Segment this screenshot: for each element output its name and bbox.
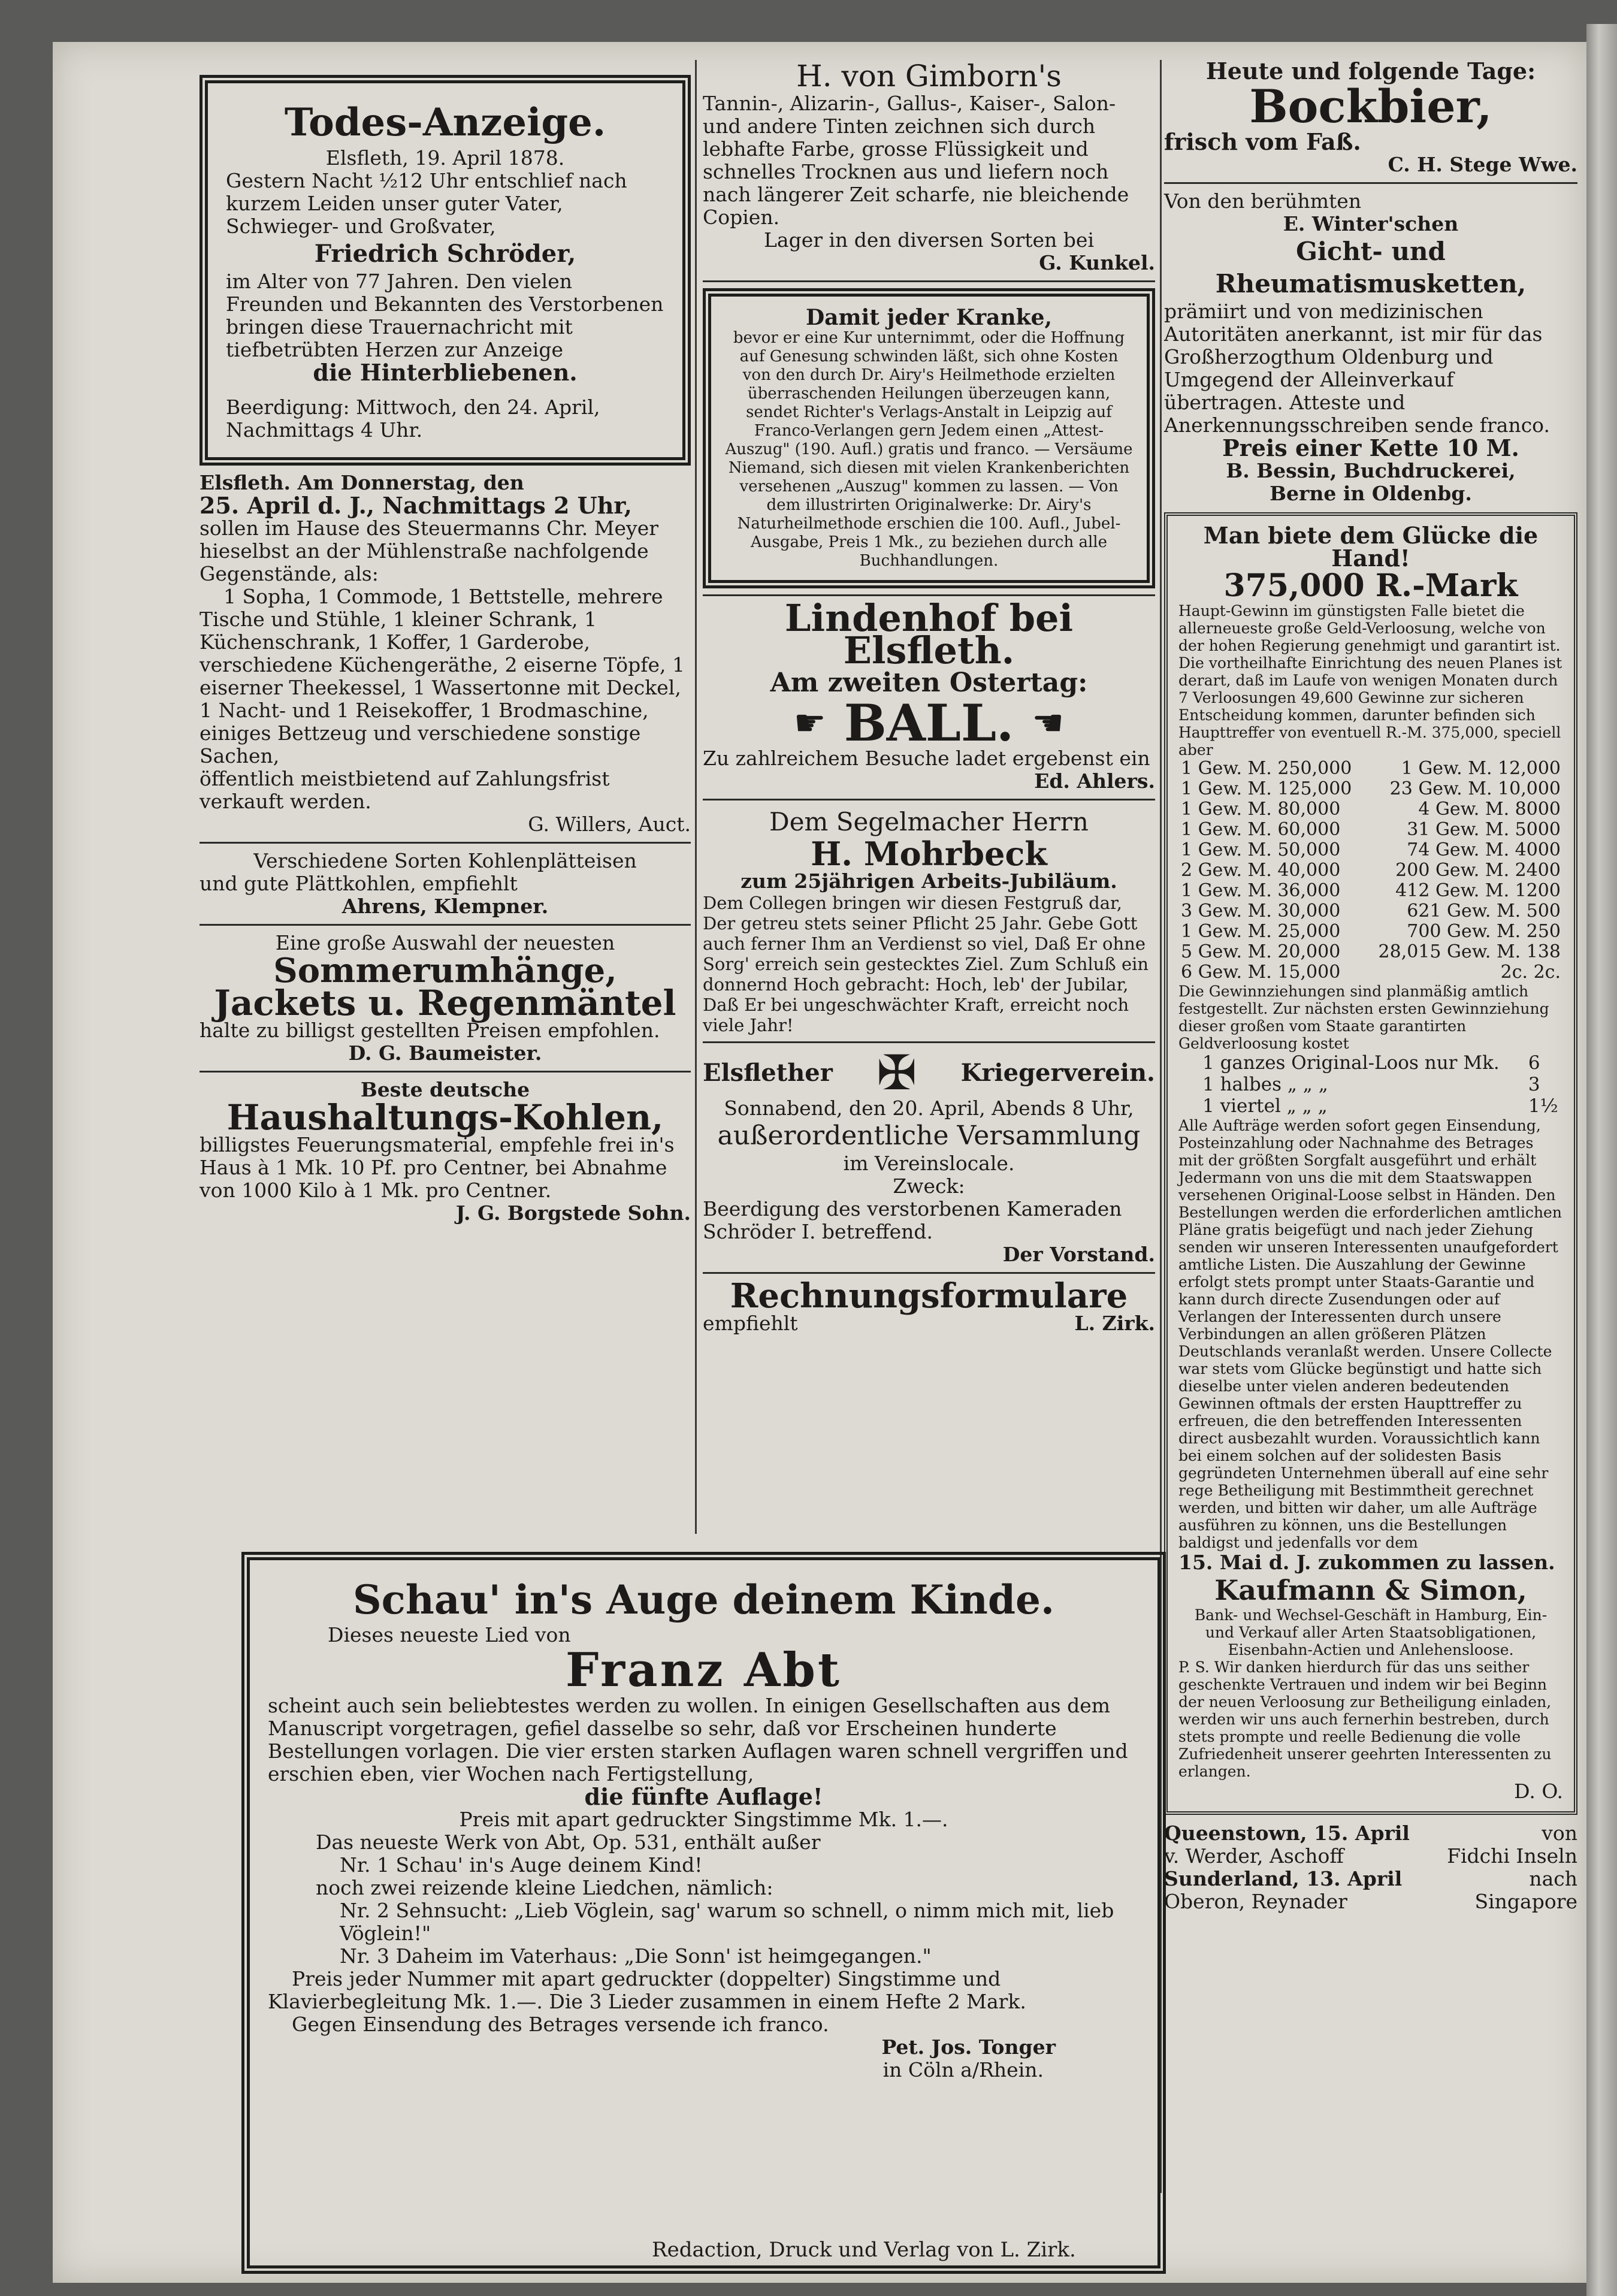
abt-price: Preis mit apart gedruckter Singstimme Mk. 1.—. <box>459 1808 948 1831</box>
divider <box>1164 182 1577 184</box>
sailmaker-name: H. Mohrbeck <box>811 835 1047 873</box>
veterans-ad <box>703 1045 1155 1266</box>
prize-row <box>1178 799 1563 820</box>
prize-cell: 31 Gew. M. 5000 <box>1407 819 1561 840</box>
lottery-ad <box>1164 512 1577 1815</box>
lottery-text-1: Haupt-Gewinn im günstigsten Falle bietet die allerneueste große Geld-Verloosung, welche von der hohen Regierung genehmigt und garantirt ist. Die vortheilhafte Einrichtung des neuen Planes ist derart, daß im Laufe von wenigen Monaten durch 7 Verloosungen 49,600 Gewinne zur sicheren Entscheidung kommen, darunter befinden sich Haupttreffer von eventuell R.-M. 375,000, speciell aber <box>1178 602 1562 759</box>
column-3 <box>1164 60 1577 1913</box>
ticket-price-cell: 1 halbes „ „ „ <box>1202 1074 1328 1095</box>
gout-chain-ad <box>1164 190 1577 505</box>
ship-row <box>1164 1822 1577 1845</box>
ink-signature: G. Kunkel. <box>1039 251 1155 274</box>
pointing-hand-right-icon: ☛ <box>793 702 826 744</box>
death-notice <box>200 75 691 466</box>
prize-row <box>1178 942 1563 962</box>
ship-1a: Queenstown, 15. April <box>1164 1821 1410 1845</box>
ship-3b: nach <box>1529 1867 1577 1890</box>
bock-signature: C. H. Stege Wwe. <box>1388 153 1577 176</box>
coal-line-1: Beste deutsche <box>360 1078 530 1101</box>
forms-ad <box>703 1276 1155 1335</box>
bockbier-ad <box>1164 60 1577 176</box>
coal-title: Haushaltungs-Kohlen, <box>226 1097 664 1138</box>
lindenhof-sub: Am zweiten Ostertag: <box>770 667 1088 698</box>
lottery-dd: D. O. <box>1514 1780 1563 1803</box>
irons-line-1: Verschiedene Sorten Kohlenplätteisen <box>253 849 637 872</box>
ticket-price-cell: 1 viertel „ „ „ <box>1202 1095 1328 1117</box>
veterans-right: Kriegerverein. <box>960 1059 1155 1087</box>
gout-text: prämiirt und von medizinischen Autoritäten anerkannt, ist mir für das Großherzogthum Oldenburg und Umgegend der Alleinverkauf übertragen. Atteste und Anerkennungsschreiben sende franco. <box>1164 300 1550 437</box>
prize-cell: 5 Gew. M. 20,000 <box>1181 941 1341 962</box>
imprint-footer: Redaction, Druck und Verlag von L. Zirk. <box>652 2238 1076 2262</box>
ship-row <box>1164 1868 1577 1890</box>
airy-text: bevor er eine Kur unternimmt, oder die Hoffnung auf Genesung schwinden läßt, sich ohne Kosten von den durch Dr. Airy's Heilmethode erzielten überraschenden Heilungen überzeugen kann, sendet Richter's Verlags-Anstalt in Leipzig auf Franco-Verlangen gern Jedem einen „Attest-Auszug" (190. Aufl.) gratis und franco. — Versäume Niemand, sich diesen mit vielen Krankenberichten versehenen „Auszug" kommen zu lassen. — Von dem illustrirten Originalwerke: Dr. Airy's Naturheilmethode erschien die 100. Aufl., Jubel-Ausgabe, Preis 1 Mk., zu beziehen durch alle Buchhandlungen. <box>725 329 1133 570</box>
abt-l2: Nr. 1 Schau' in's Auge deinem Kind! <box>340 1853 703 1877</box>
divider <box>200 1071 691 1073</box>
lottery-amount: 375,000 R.-Mark <box>1223 567 1518 604</box>
veterans-signature: Der Vorstand. <box>1002 1243 1155 1266</box>
gout-signature-2: Berne in Oldenbg. <box>1270 482 1472 505</box>
forms-left: empfiehlt <box>703 1312 798 1335</box>
prize-cell: 74 Gew. M. 4000 <box>1407 839 1561 860</box>
abt-name: Franz Abt <box>566 1643 842 1697</box>
death-notice-title: Todes-Anzeige. <box>284 100 606 145</box>
prize-cell: 3 Gew. M. 30,000 <box>1181 901 1341 922</box>
shipping-news <box>1164 1822 1577 1913</box>
veterans-zweck: Zweck: <box>893 1174 965 1198</box>
prize-cell: 4 Gew. M. 8000 <box>1418 799 1561 820</box>
bock-line-2: frisch vom Faß. <box>1164 128 1361 155</box>
household-coal-ad <box>200 1078 691 1225</box>
ship-row <box>1164 1890 1577 1913</box>
divider <box>200 842 691 844</box>
lindenhof-signature: Ed. Ahlers. <box>1034 769 1155 793</box>
ticket-price-cell: 3 <box>1528 1074 1540 1095</box>
death-notice-text-2: im Alter von 77 Jahren. Den vielen Freunden und Bekannten des Verstorbenen bringen diese Trauernachricht mit tiefbetrübten Herzen zur Anzeige <box>226 270 664 361</box>
ball-banner <box>703 693 1155 753</box>
abt-l6: Preis jeder Nummer mit apart gedruckter (doppelter) Singstimme und Klavierbegleitung Mk. 1.—. Die 3 Lieder zusammen in einem Hefte 2 Mark. <box>268 1967 1026 2013</box>
summer-signature: D. G. Baumeister. <box>348 1041 542 1065</box>
auction-notice <box>200 472 691 836</box>
prize-row <box>1178 779 1563 799</box>
veterans-left: Elsflether <box>703 1059 833 1087</box>
bock-line-1: Heute und folgende Tage: <box>1205 58 1536 84</box>
abt-place: in Cöln a/Rhein. <box>882 2058 1044 2081</box>
prize-row <box>1178 820 1563 840</box>
lindenhof-text: Zu zahlreichem Besuche ladet ergebenst ein <box>703 747 1150 770</box>
ship-3a: Sunderland, 13. April <box>1164 1867 1403 1890</box>
auction-text-2: öffentlich meistbietend auf Zahlungsfrist verkauft werden. <box>200 767 610 813</box>
iron-cross-icon: ✠ <box>876 1045 917 1101</box>
auction-text: sollen im Hause des Steuermanns Chr. Meyer hieselbst an der Mühlenstraße nachfolgende Gegenstände, als: <box>200 516 659 585</box>
newspaper-page <box>53 42 1586 2283</box>
veterans-header <box>703 1045 1155 1101</box>
ticket-price-cell: 6 <box>1528 1052 1540 1074</box>
deceased-name: Friedrich Schröder, <box>314 240 576 268</box>
prize-cell: 1 Gew. M. 50,000 <box>1181 839 1341 860</box>
auction-signature: G. Willers, Auct. <box>528 812 691 836</box>
summer-coats-ad <box>200 932 691 1065</box>
lottery-text-3: Alle Aufträge werden sofort gegen Einsendung, Posteinzahlung oder Nachnahme des Betrages mit der größten Sorgfalt ausgeführt und erhält Jedermann von uns die mit dem Staatswappen versehenen Original-Loose selbst in Händen. Den Bestellungen werden die erforderlichen amtlichen Pläne gratis beigefügt und nach jeder Ziehung senden wir unseren Interessenten unaufgefordert amtliche Listen. Die Auszahlung der Gewinne erfolgt stets prompt unter Staats-Garantie und kann durch directe Zusendungen oder auf Verlangen der Interessenten durch unsere Verbindungen an allen größeren Plätzen Deutschlands veranlaßt werden. Unsere Collecte war stets vom Glücke begünstigt und hatte sich dieselbe unter vielen anderen bedeutenden Gewinnen oftmals der ersten Haupttreffer zu erfreuen, die den betreffenden Interessenten direct ausbezahlt wurden. Voraussichtlich kann bei einem solchen auf der solidesten Basis gegründeten Unternehmen überall auf eine sehr rege Betheiligung mit Bestimmtheit gerechnet werden, und bitten wir daher, um alle Aufträge ausführen zu können, uns die Bestellungen baldigst und jedenfalls vor dem <box>1178 1117 1562 1551</box>
prize-cell: 28,015 Gew. M. 138 <box>1378 941 1561 962</box>
prize-cell: 1 Gew. M. 250,000 <box>1181 758 1352 779</box>
prize-row <box>1178 759 1563 779</box>
divider <box>703 1041 1155 1043</box>
column-2 <box>703 60 1155 1335</box>
ticket-price-cell: 1½ <box>1528 1095 1558 1117</box>
veterans-line-1: Sonnabend, den 20. April, Abends 8 Uhr, <box>724 1096 1134 1120</box>
veterans-text: Beerdigung des verstorbenen Kameraden Schröder I. betreffend. <box>703 1197 1122 1243</box>
prize-cell: 2c. 2c. <box>1500 962 1561 983</box>
lottery-deadline: 15. Mai d. J. zukommen zu lassen. <box>1178 1551 1555 1574</box>
abt-l5: Nr. 3 Daheim im Vaterhaus: „Die Sonn' ist heimgegangen." <box>340 1944 932 1968</box>
sailmaker-line-2: zum 25jährigen Arbeits-Jubiläum. <box>741 869 1117 893</box>
prize-row <box>1178 901 1563 922</box>
death-notice-signature: die Hinterbliebenen. <box>313 359 578 386</box>
burial-info: Beerdigung: Mittwoch, den 24. April, Nachmittags 4 Uhr. <box>226 395 600 442</box>
prize-cell: 1 Gew. M. 36,000 <box>1181 880 1341 901</box>
lottery-firm-text: Bank- und Wechsel-Geschäft in Hamburg, Ein- und Verkauf aller Arten Staatsobligationen, Eisenbahn-Actien und Anlehensloose. <box>1194 1606 1548 1658</box>
prize-cell: 700 Gew. M. 250 <box>1407 921 1561 942</box>
abt-l7: Gegen Einsendung des Betrages versende ich franco. <box>292 2013 829 2036</box>
forms-title: Rechnungsformulare <box>730 1276 1128 1316</box>
lottery-firm: Kaufmann & Simon, <box>1214 1574 1527 1606</box>
ticket-price-row <box>1178 1074 1563 1095</box>
abt-l3: noch zwei reizende kleine Liedchen, nämlich: <box>316 1876 773 1899</box>
prize-row <box>1178 962 1563 983</box>
abt-l1: Das neueste Werk von Abt, Op. 531, enthält außer <box>316 1830 821 1854</box>
pointing-hand-left-icon: ☚ <box>1032 702 1065 744</box>
abt-l4: Nr. 2 Sehnsucht: „Lieb Vöglein, sag' warum so schnell, o nimm mich mit, lieb Vöglein!" <box>340 1899 1114 1945</box>
coal-signature: J. G. Borgstede Sohn. <box>455 1201 691 1225</box>
airy-title: Damit jeder Kranke, <box>805 305 1053 330</box>
airy-ad <box>703 288 1155 588</box>
prize-cell: 6 Gew. M. 15,000 <box>1181 962 1341 983</box>
abt-fifth: die fünfte Auflage! <box>584 1783 823 1810</box>
auction-head: Elsfleth. Am Donnerstag, den <box>200 471 524 494</box>
ticket-price-row <box>1178 1095 1563 1117</box>
column-1 <box>200 69 691 1225</box>
irons-line-2: und gute Plättkohlen, empfiehlt <box>200 872 518 895</box>
prize-cell: 412 Gew. M. 1200 <box>1395 880 1561 901</box>
prize-cell: 1 Gew. M. 125,000 <box>1181 778 1352 799</box>
irons-ad <box>200 850 691 918</box>
sailmaker-ad <box>703 806 1155 1035</box>
ink-ad <box>703 60 1155 274</box>
lottery-text-2: Die Gewinnziehungen sind planmäßig amtlich festgestellt. Zur nächsten ersten Gewinnziehung dieser großen vom Staate garantirten Geldverloosung kostet <box>1178 983 1549 1052</box>
ink-text: Tannin-, Alizarin-, Gallus-, Kaiser-, Salon- und andere Tinten zeichnen sich durch lebhafte Farbe, grosse Flüssigkeit und schnelles Trocknen aus und liefern noch nach längerer Zeit scharfe, nie bleichende Copien. <box>703 92 1129 229</box>
gout-signature-1: B. Bessin, Buchdruckerei, <box>1226 459 1516 482</box>
ship-row <box>1164 1845 1577 1868</box>
prize-row <box>1178 922 1563 942</box>
prize-table <box>1178 759 1563 983</box>
auction-items: 1 Sopha, 1 Commode, 1 Bettstelle, mehrere Tische und Stühle, 1 kleiner Schrank, 1 Küchenschrank, 1 Koffer, 1 Garderobe, verschiedene Küchengeräthe, 2 eiserne Töpfe, 1 eiserner Theekessel, 1 Wassertonne mit Deckel, 1 Nacht- und 1 Reisekoffer, 1 Brodmaschine, einiges Bettzeug und verschiedene sonstige Sachen, <box>200 585 685 768</box>
prize-cell: 621 Gew. M. 500 <box>1407 901 1561 922</box>
gout-line-1: Von den berühmten <box>1164 189 1362 213</box>
ship-2b: Fidchi Inseln <box>1447 1844 1577 1868</box>
ticket-price-cell: 1 ganzes Original-Loos nur Mk. <box>1202 1052 1500 1074</box>
lindenhof-ad <box>703 596 1155 793</box>
binding-edge <box>1586 24 1617 2296</box>
prize-cell: 2 Gew. M. 40,000 <box>1181 860 1341 881</box>
lottery-ps: P. S. Wir danken hierdurch für das uns seither geschenkte Vertrauen und indem wir bei Beginn der neuen Verloosung zur Betheiligung einladen, werden wir uns auch fernerhin bestreben, durch stets prompte und reelle Bedienung die volle Zufriedenheit unserer geehrten Interessenten zu erlangen. <box>1178 1658 1552 1780</box>
death-notice-text: Gestern Nacht ½12 Uhr entschlief nach kurzem Leiden unser guter Vater, Schwieger- und Großvater, <box>226 169 627 238</box>
lindenhof-title: Lindenhof bei Elsfleth. <box>784 596 1074 672</box>
column-rule <box>695 60 697 1534</box>
divider <box>703 280 1155 282</box>
gout-price: Preis einer Kette 10 M. <box>1222 434 1519 461</box>
prize-row <box>1178 881 1563 901</box>
auction-date: 25. April d. J., Nachmittags 2 Uhr, <box>200 492 632 519</box>
summer-line-1: Eine große Auswahl der neuesten <box>275 931 615 954</box>
sailmaker-line-1: Dem Segelmacher Herrn <box>769 807 1089 836</box>
ship-4a: Oberon, Reynader <box>1164 1890 1347 1913</box>
ink-title: H. von Gimborn's <box>796 59 1062 93</box>
prize-cell: 1 Gew. M. 80,000 <box>1181 799 1341 820</box>
prize-cell: 200 Gew. M. 2400 <box>1395 860 1561 881</box>
ticket-price-table <box>1178 1052 1563 1117</box>
veterans-line-2: im Vereinslocale. <box>843 1152 1015 1175</box>
ship-2a: v. Werder, Aschoff <box>1164 1844 1344 1868</box>
death-notice-date: Elsfleth, 19. April 1878. <box>325 146 565 170</box>
gout-title: Gicht- und Rheumatismusketten, <box>1215 237 1527 298</box>
prize-row <box>1178 860 1563 881</box>
ticket-price-row <box>1178 1052 1563 1074</box>
ship-1b: von <box>1542 1821 1577 1845</box>
prize-cell: 1 Gew. M. 25,000 <box>1181 921 1341 942</box>
forms-signature: L. Zirk. <box>1074 1312 1155 1335</box>
prize-cell: 1 Gew. M. 60,000 <box>1181 819 1341 840</box>
sailmaker-poem: Dem Collegen bringen wir diesen Festgruß dar, Der getreu stets seiner Pflicht 25 Jahr. Gebe Gott auch ferner Ihm an Verdienst so viel, Daß Er ohne Sorg' erreich sein gestecktes Ziel. Zum Schluß ein donnernd Hoch gebracht: Hoch, leb' der Jubilar, Daß Er bei ungeschwächter Kraft, erreicht noch viele Jahr! <box>703 893 1149 1035</box>
summer-line-2: halte zu billigst gestellten Preisen empfohlen. <box>200 1019 660 1042</box>
prize-row <box>1178 840 1563 860</box>
prize-cell: 23 Gew. M. 10,000 <box>1389 778 1561 799</box>
veterans-title: außerordentliche Versammlung <box>717 1120 1141 1151</box>
coal-text: billigstes Feuerungsmaterial, empfehle frei in's Haus à 1 Mk. 10 Pf. pro Centner, bei Abnahme von 1000 Kilo à 1 Mk. pro Centner. <box>200 1133 675 1202</box>
gout-name: E. Winter'schen <box>1283 212 1459 235</box>
divider <box>703 799 1155 800</box>
prize-cell: 1 Gew. M. 12,000 <box>1401 758 1561 779</box>
summer-title-1: Sommerumhänge, <box>273 951 617 990</box>
abt-signature: Pet. Jos. Tonger <box>881 2035 1056 2059</box>
abt-line-1: Dieses neueste Lied von <box>328 1623 571 1647</box>
irons-signature: Ahrens, Klempner. <box>341 895 549 918</box>
lottery-title: Man biete dem Glücke die Hand! <box>1203 522 1539 572</box>
ink-line: Lager in den diversen Sorten bei <box>763 228 1095 252</box>
abt-title: Schau' in's Auge deinem Kinde. <box>352 1576 1055 1623</box>
ball-title: BALL. <box>844 693 1014 753</box>
franz-abt-ad <box>241 1552 1166 2274</box>
bock-title: Bockbier, <box>1249 80 1492 133</box>
summer-title-2: Jackets u. Regenmäntel <box>214 983 676 1023</box>
ship-4b: Singapore <box>1474 1890 1577 1913</box>
abt-text: scheint auch sein beliebtestes werden zu wollen. In einigen Gesellschaften aus dem Manuscript vorgetragen, gefiel dasselbe so sehr, daß vor Erscheinen hunderte Bestellungen vorlagen. Die vier ersten starken Auflagen waren schnell vergriffen und erschien eben, vier Wochen nach Fertigstellung, <box>268 1694 1128 1786</box>
divider <box>703 1272 1155 1274</box>
divider <box>200 924 691 926</box>
